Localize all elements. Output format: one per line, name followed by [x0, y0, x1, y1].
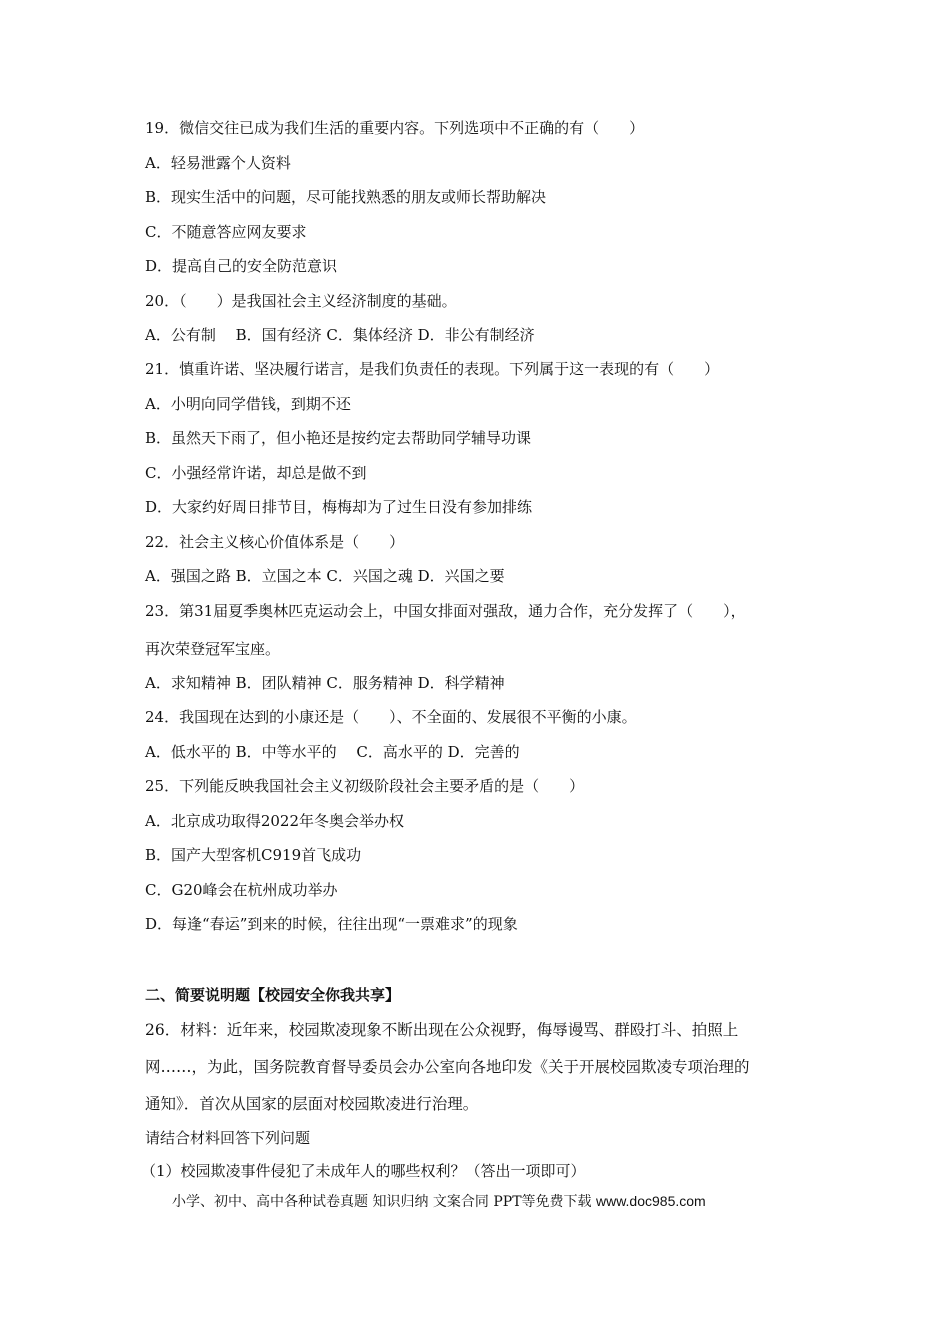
- question-19-option-b: B．现实生活中的问题，尽可能找熟悉的朋友或师长帮助解决: [145, 188, 547, 206]
- question-26-line-1: 26．材料：近年来，校园欺凌现象不断出现在公众视野，侮辱谩骂、群殴打斗、拍照上: [145, 1021, 739, 1039]
- question-21-option-c: C．小强经常许诺，却总是做不到: [145, 464, 367, 482]
- question-23-stem: 23．第31届夏季奥林匹克运动会上，中国女排面对强敌，通力合作，充分发挥了（ ），: [145, 602, 746, 620]
- question-21-option-d: D．大家约好周日排节目，梅梅却为了过生日没有参加排练: [145, 498, 533, 516]
- question-24-options: A．低水平的 B．中等水平的 C．高水平的 D．完善的: [145, 743, 520, 761]
- question-19-option-c: C．不随意答应网友要求: [145, 223, 307, 241]
- question-23-options: A．求知精神 B．团队精神 C．服务精神 D．科学精神: [145, 674, 505, 692]
- question-25-stem: 25．下列能反映我国社会主义初级阶段社会主要矛盾的是（ ）: [145, 777, 585, 795]
- footer-text: 小学、初中、高中各种试卷真题 知识归纳 文案合同 PPT等免费下载: [172, 1194, 592, 1210]
- question-26-line-2: 网……，为此，国务院教育督导委员会办公室向各地印发《关于开展校园欺凌专项治理的: [145, 1058, 750, 1076]
- question-25-option-a: A．北京成功取得2022年冬奥会举办权: [145, 812, 405, 830]
- question-21-option-a: A．小明向同学借钱，到期不还: [145, 395, 351, 413]
- question-25-option-d: D．每逢“春运”到来的时候，往往出现“一票难求”的现象: [145, 915, 518, 933]
- question-20-stem: 20．（ ）是我国社会主义经济制度的基础。: [145, 292, 457, 310]
- question-24-stem: 24．我国现在达到的小康还是（ ）、不全面的、发展很不平衡的小康。: [145, 708, 637, 726]
- question-19-option-d: D．提高自己的安全防范意识: [145, 257, 338, 275]
- question-25-option-c: C．G20峰会在杭州成功举办: [145, 881, 338, 899]
- question-26-sub-1: （1）校园欺凌事件侵犯了未成年人的哪些权利？（答出一项即可）: [141, 1162, 586, 1180]
- question-22-stem: 22．社会主义核心价值体系是（ ）: [145, 533, 405, 551]
- section-2-heading: 二、简要说明题【校园安全你我共享】: [145, 986, 401, 1004]
- question-26-prompt: 请结合材料回答下列问题: [145, 1129, 311, 1147]
- question-19-stem: 19．微信交往已成为我们生活的重要内容。下列选项中不正确的有（ ）: [145, 119, 645, 137]
- question-21-stem: 21．慎重许诺、坚决履行诺言，是我们负责任的表现。下列属于这一表现的有（ ）: [145, 360, 720, 378]
- question-26-line-3: 通知》．首次从国家的层面对校园欺凌进行治理。: [145, 1095, 479, 1113]
- question-20-options: A．公有制 B．国有经济 C．集体经济 D．非公有制经济: [145, 326, 535, 344]
- question-19-option-a: A．轻易泄露个人资料: [145, 154, 291, 172]
- question-22-options: A．强国之路 B．立国之本 C．兴国之魂 D．兴国之要: [145, 567, 505, 585]
- footer-url[interactable]: www.doc985.com: [595, 1193, 706, 1209]
- question-23-stem-continued: 再次荣登冠军宝座。: [145, 640, 281, 658]
- question-21-option-b: B．虽然天下雨了，但小艳还是按约定去帮助同学辅导功课: [145, 429, 532, 447]
- question-25-option-b: B．国产大型客机C919首飞成功: [145, 846, 362, 864]
- page-footer: [172, 1191, 706, 1212]
